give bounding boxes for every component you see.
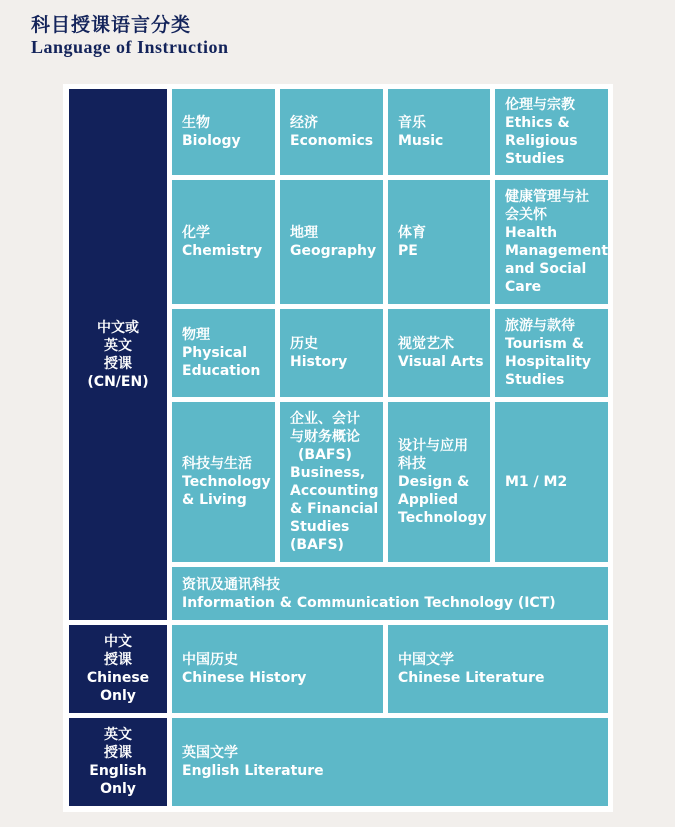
subject-line: 经济 [290,115,318,131]
cat-line: 中文 [104,634,132,650]
subject-line: Geography [290,243,377,259]
subject-line: 与财务概论 [290,429,360,445]
category-english-only [69,718,167,806]
subject-physics [172,309,275,397]
cat-line: Only [100,781,136,797]
subject-geography [280,180,383,304]
subject-line: Technology [398,510,487,526]
subject-line: Hospitality [505,354,592,370]
cat-line: 中文或 [97,319,139,336]
subject-line: 资讯及通讯科技 [182,576,280,593]
subject-line: and Social [505,261,587,277]
subject-line: Technology [182,474,271,490]
subject-line: 旅游与款待 [505,318,575,334]
subject-m1-m2 [495,402,608,562]
cat-line: 授课 [104,745,132,761]
subject-line: 地理 [290,225,318,241]
subject-line: 企业、会计 [290,411,360,427]
subject-line: 视觉艺术 [398,336,454,352]
cat-line: 授课 [104,355,132,372]
cat-line: 授课 [104,652,132,668]
subject-line: Health [505,225,558,241]
subject-line: Accounting [290,483,379,499]
subject-line: 会关怀 [505,207,547,223]
subject-line: 中国文学 [398,652,454,668]
subject-line: Applied [398,492,458,508]
subject-line: (BAFS) [290,537,344,553]
subject-bafs [280,402,383,562]
subject-economics [280,89,383,175]
subject-line: 物理 [182,327,210,343]
category-cn-en [69,89,167,620]
subject-line: Tourism & [505,336,584,352]
subject-line: Design & [398,474,470,490]
subject-line: 中国历史 [182,652,238,668]
subject-pe [388,180,490,304]
subject-line: Chemistry [182,243,263,259]
subject-line: Management [505,243,609,259]
subject-line: 体育 [398,225,426,241]
cat-line: 英文 [104,727,132,743]
subject-line: 设计与应用 [398,438,468,454]
subject-line: Chinese History [182,670,307,686]
subject-line: Care [505,279,542,295]
subject-line: Religious [505,133,578,149]
cat-line: English [89,763,147,779]
subject-design-applied-tech [388,402,490,562]
subject-tech-living [172,402,275,562]
subject-line: Economics [290,133,374,149]
subject-line: Music [398,133,444,149]
subject-tourism [495,309,608,397]
subject-music [388,89,490,175]
cat-line: 英文 [104,337,132,354]
subject-line: & Financial [290,501,379,517]
subject-ict [172,567,608,620]
subject-line: 音乐 [398,115,426,131]
page-title-zh: 科目授课语言分类 [31,14,192,36]
subject-line: 生物 [182,115,210,131]
subject-ethics [495,89,608,175]
subject-line: Studies [505,372,565,388]
subject-line: Business, [290,465,366,481]
subject-line: Information & Communication Technology (ICT) [182,594,556,611]
subject-line: Visual Arts [398,354,484,370]
subject-line: Chinese Literature [398,670,545,686]
subject-line: 科技与生活 [182,456,252,472]
subject-line: 历史 [290,336,318,352]
cat-line: Chinese [86,670,150,686]
subject-line: English Literature [182,763,324,779]
cat-line: Only [100,688,136,704]
subject-line: & Living [182,492,247,508]
subject-line: History [290,354,348,370]
subject-chinese-history [172,625,383,713]
subject-line: 伦理与宗教 [505,97,575,113]
subject-visual-arts [388,309,490,397]
cat-line: (CN/EN) [87,373,149,390]
category-chinese-only [69,625,167,713]
subject-line: Biology [182,133,241,149]
subject-line: Studies [290,519,350,535]
subject-line: 化学 [182,225,210,241]
subject-line: Physical [182,345,248,361]
subject-history [280,309,383,397]
subject-line: 健康管理与社 [505,189,589,205]
subject-chinese-literature [388,625,608,713]
subject-line: 英国文学 [182,745,238,761]
subject-line: Studies [505,151,565,167]
subject-chemistry [172,180,275,304]
subject-line: Education [182,363,261,379]
subject-line: Ethics & [505,115,570,131]
page-title-en: Language of Instruction [31,37,229,57]
subject-biology [172,89,275,175]
subject-line: M1 / M2 [505,474,568,490]
subject-line: 科技 [398,456,426,472]
subject-line: PE [398,243,418,259]
subject-health [495,180,608,304]
subject-line: (BAFS) [298,447,352,463]
subject-english-literature [172,718,608,806]
